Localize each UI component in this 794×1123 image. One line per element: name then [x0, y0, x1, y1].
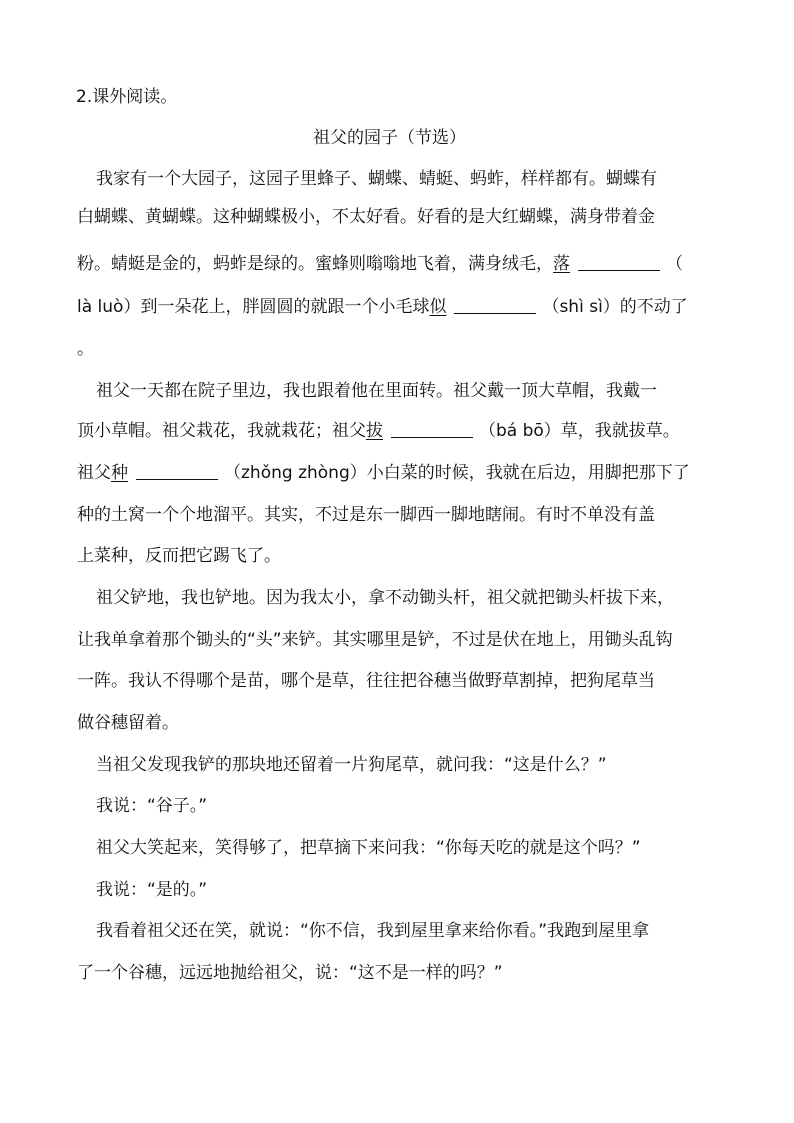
p1-line-1: 我家有一个大园子，这园子里蜂子、蝴蝶、蜻蜓、蚂蚱，样样都有。蝴蝶有: [96, 169, 657, 189]
word-luo: 落: [553, 254, 570, 274]
p1-line-4-tail: （shì sì）的不动了: [542, 297, 688, 317]
p3-line-4: 做谷穗留着。: [77, 713, 179, 733]
p6-line: 祖父大笑起来，笑得够了，把草摘下来问我：“你每天吃的就是这个吗？”: [96, 838, 641, 858]
p2-line-2-tail: （bá bō）草，我就拔草。: [479, 421, 680, 441]
p8-line-2: 了一个谷穗，远远地抛给祖父，说：“这不是一样的吗？”: [77, 963, 503, 983]
passage-title: 祖父的园子（节选）: [313, 128, 466, 148]
p1-line-3: [77, 253, 683, 275]
question-number: 2.课外阅读。: [76, 87, 178, 107]
p3-line-1: 祖父铲地，我也铲地。因为我太小，拿不动锄头杆，祖父就把锄头杆拔下来，: [96, 588, 674, 608]
answer-blank-zhong[interactable]: [136, 463, 218, 480]
p2-line-3-text: 祖父: [77, 463, 111, 483]
p1-line-5: 。: [77, 339, 94, 359]
answer-blank-ba[interactable]: [391, 421, 473, 438]
p1-line-4-text: là luò）到一朵花上，胖圆圆的就跟一个小毛球: [77, 297, 430, 317]
p2-line-2: [77, 420, 680, 442]
p5-line: 我说：“谷子。”: [96, 796, 208, 816]
p4-line: 当祖父发现我铲的那块地还留着一片狗尾草，就问我：“这是什么？”: [96, 755, 607, 775]
p1-line-2: 白蝴蝶、黄蝴蝶。这种蝴蝶极小，不太好看。好看的是大红蝴蝶，满身带着金: [77, 207, 655, 227]
p1-line-3-text: 粉。蜻蜓是金的，蚂蚱是绿的。蜜蜂则嗡嗡地飞着，满身绒毛，: [77, 254, 553, 274]
word-si: 似: [429, 297, 447, 317]
p3-line-3: 一阵。我认不得哪个是苗，哪个是草，往往把谷穗当做野草割掉，把狗尾草当: [77, 671, 655, 691]
p2-line-3: [77, 462, 690, 484]
p2-line-1: 祖父一天都在院子里边，我也跟着他在里面转。祖父戴一顶大草帽，我戴一: [96, 381, 657, 401]
p2-line-4: 种的土窝一个个地溜平。其实，不过是东一脚西一脚地瞎闹。有时不单没有盖: [77, 505, 655, 525]
p8-line-1: 我看着祖父还在笑，就说：“你不信，我到屋里拿来给你看。”我跑到屋里拿: [96, 921, 650, 941]
answer-blank-si[interactable]: [454, 297, 536, 314]
p1-line-3-tail: （: [666, 254, 683, 274]
answer-blank-luo[interactable]: [578, 254, 660, 271]
p2-line-5: 上菜种，反而把它踢飞了。: [77, 546, 281, 566]
p3-line-2: 让我单拿着那个锄头的“头”来铲。其实哪里是铲，不过是伏在地上，用锄头乱钩: [77, 630, 673, 650]
word-zhong: 种: [111, 463, 128, 483]
p2-line-2-text: 顶小草帽。祖父栽花，我就栽花；祖父: [77, 421, 366, 441]
p7-line: 我说：“是的。”: [96, 880, 208, 900]
word-ba: 拔: [366, 421, 383, 441]
p2-line-3-tail: （zhǒng zhòng）小白菜的时候，我就在后边，用脚把那下了: [224, 463, 690, 483]
p1-line-4: [77, 296, 688, 318]
